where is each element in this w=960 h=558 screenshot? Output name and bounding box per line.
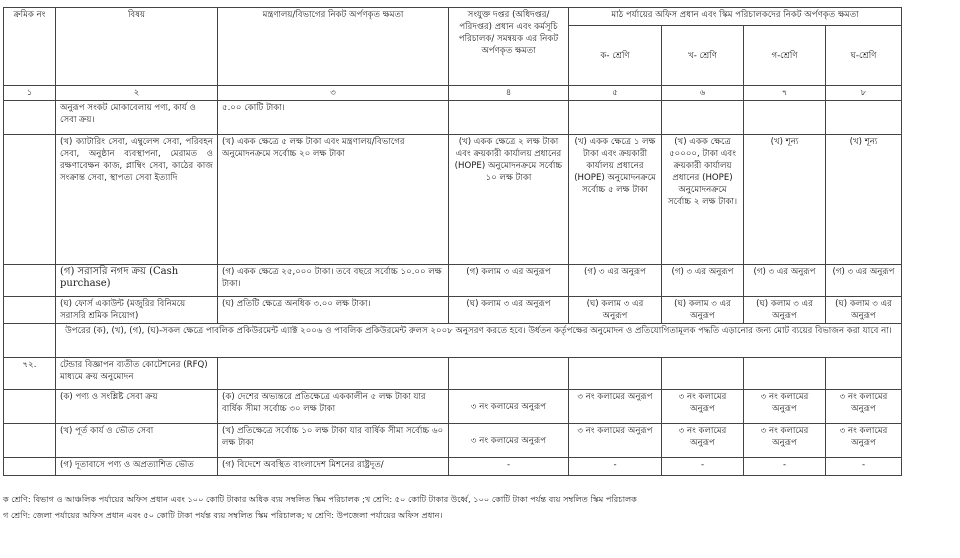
table-row [4,297,902,324]
subject-cell: টেন্ডার বিজ্ঞাপন ব্যতীত কোটেশনের (RFQ) মাধ্যমে ক্রয় অনুমোদন [56,358,218,390]
attached-office-cell: - [449,458,569,476]
delegation-table [3,7,902,476]
attached-office-cell: (খ) একক ক্ষেত্রে ২ লক্ষ টাকা এবং ক্রয়কারী কার্যালয় প্রধানের (HOPE) অনুমোদনক্রমে সর্বোচ্চ ১০ লক্ষ টাকা [449,135,569,265]
ministry-cell: (ঘ) প্রতিটি ক্ষেত্রে অনধিক ৩.০০ লক্ষ টাকা। [218,297,449,324]
grade-gha-cell: ৩ নং কলামের অনুরূপ [826,390,902,424]
attached-office-cell: ৩ নং কলামের অনুরূপ [449,390,569,424]
subject-cell: (গ) সরাসরি নগদ ক্রয় (Cash purchase) [56,265,218,297]
header-grade-kha: খ- শ্রেণি [662,26,744,86]
ministry-cell: ৫.০০ কোটি টাকা। [218,101,449,135]
ministry-cell: (খ) প্রতিক্ষেত্রে সর্বোচ্চ ১০ লক্ষ টাকা যার বার্ষিক সীমা সর্বোচ্চ ৬০ লক্ষ টাকা [218,424,449,458]
ministry-cell: (গ) বিদেশে অবস্থিত বাংলাদেশ মিশনের রাষ্ট্রদূত/ [218,458,449,476]
grade-ga-cell: (খ) শূন্য [744,135,826,265]
table-row [4,358,902,390]
table-row [4,390,902,424]
ministry-cell: (খ) একক ক্ষেত্রে ৫ লক্ষ টাকা এবং মন্ত্রণালয়/বিভাগের অনুমোদনক্রমে সর্বোচ্চ ২০ লক্ষ টাকা [218,135,449,265]
procurement-note: উপরের (ক), (খ), (গ), (ঘ)-সকল ক্ষেত্রে পাবলিক প্রকিউরমেন্ট এ্যাক্ট ২০০৬ ও পাবলিক প্রকিউরমেন্ট রুলস ২০০৮ অনুসরণ করতে হবে। উর্ধতন কর্তৃপক্ষের অনুমোদন ও প্রতিযোগিতামূলক পদ্ধতি এড়ানোর জন্য মোট ব্যয়ের বিভাজন করা যাবে না। [56,324,902,358]
footnote-grade-ga-gha: গ শ্রেণি: জেলা পর্যায়ের অফিস প্রধান এবং ৫০ কোটি টাকা পর্যন্ত ব্যয় সম্বলিত স্কিম পরিচালক; ঘ শ্রেণি: উপজেলা পর্যায়ের অফিস প্রধান। [3,510,443,520]
grade-gha-cell: (ঘ) কলাম ৩ এর অনুরূপ [826,297,902,324]
grade-ga-cell: (ঘ) কলাম ৩ এর অনুরূপ [744,297,826,324]
grade-ka-cell: (খ) একক ক্ষেত্রে ১ লক্ষ টাকা এবং ক্রয়কারী কার্যালয় প্রধানের (HOPE) অনুমোদনক্রমে সর্বোচ্চ ৫ লক্ষ টাকা [569,135,662,265]
grade-ga-cell: - [744,458,826,476]
col-number: ৭ [744,86,826,101]
ministry-cell: (গ) একক ক্ষেত্রে ২৫,০০০ টাকা। তবে বছরে সর্বোচ্চ ১০.০০ লক্ষ টাকা। [218,265,449,297]
grade-kha-cell: (গ) ৩ এর অনুরূপ [662,265,744,297]
grade-kha-cell: (ঘ) কলাম ৩ এর অনুরূপ [662,297,744,324]
table-row [4,458,902,476]
header-ministry: মন্ত্রণালয়/বিভাগের নিকট অর্পণকৃত ক্ষমতা [218,8,449,86]
header-serial: ক্রমিক নং [4,8,56,86]
grade-ga-cell: (গ) ৩ এর অনুরূপ [744,265,826,297]
grade-gha-cell: (গ) ৩ এর অনুরূপ [826,265,902,297]
grade-kha-cell: ৩ নং কলামের অনুরূপ [662,424,744,458]
footnote-grade-ka-kha: ক শ্রেণি: বিভাগ ও আঞ্চলিক পর্যায়ের অফিস প্রধান এবং ১০০ কোটি টাকার অধিক ব্যয় সম্বলিত স্কিম পরিচালক ;খ শ্রেণি: ৫০ কোটি টাকার উর্ধ্বে, ১০০ কোটি টাকা পর্যন্ত ব্যয় সম্বলিত স্কিম পরিচালক [3,494,637,504]
col-number: ৪ [449,86,569,101]
subject-cell: (খ) ক্যাটারিং সেবা, এম্বুলেন্স সেবা, পরিবহন সেবা, অনুষ্ঠান ব্যবস্থাপনা, মেরামত ও রক্ষণাবেক্ষন কাজ, প্লাম্বিং সেবা, কাঠের কাজ সংক্রান্ত সেবা, স্থাপত্য সেবা ইত্যাদি [56,135,218,265]
grade-ga-cell: ৩ নং কলামের অনুরূপ [744,424,826,458]
table-row [4,424,902,458]
table-row [4,101,902,135]
col-number: ৩ [218,86,449,101]
attached-office-cell: (ঘ) কলাম ৩ এর অনুরূপ [449,297,569,324]
ministry-cell: (ক) দেশের অভ্যন্তরে প্রতিক্ষেত্রে এককালীন ৫ লক্ষ টাকা যার বার্ষিক সীমা সর্বোচ্চ ৩০ লক্ষ টাকা [218,390,449,424]
header-attached-office: সংযুক্ত দপ্তর (অধিদপ্তর/পরিদপ্তর) প্রধান এবং কর্মসূচি পরিচালক/ সমন্বয়ক এর নিকট অর্পণকৃত ক্ষমতা [449,8,569,86]
serial-cell: ৭২. [4,358,56,390]
col-number: ৫ [569,86,662,101]
col-number: ২ [56,86,218,101]
grade-ka-cell: - [569,458,662,476]
grade-gha-cell: - [826,458,902,476]
grade-ka-cell: (গ) ৩ এর অনুরূপ [569,265,662,297]
header-grade-ga: গ-শ্রেণি [744,26,826,86]
col-number: ৬ [662,86,744,101]
header-subject: বিষয় [56,8,218,86]
attached-office-cell: (গ) কলাম ৩ এর অনুরূপ [449,265,569,297]
table-row [4,135,902,265]
subject-cell: অনুরূপ সংকট মোকাবেলায় পণ্য, কার্য ও সেবা ক্রয়। [56,101,218,135]
grade-ga-cell: ৩ নং কলামের অনুরূপ [744,390,826,424]
subject-cell: (গ) দূতাবাসে পণ্য ও অপ্রত্যাশিত ভৌত [56,458,218,476]
table-row [4,265,902,297]
grade-ka-cell: (ঘ) কলাম ৩ এর অনুরূপ [569,297,662,324]
grade-ka-cell: ৩ নং কলামের অনুরূপ [569,424,662,458]
grade-ka-cell: ৩ নং কলামের অনুরূপ [569,390,662,424]
subject-cell: (ঘ) ফোর্স একাউন্ট (মজুরির বিনিময়ে সরাসরি শ্রমিক নিয়োগ) [56,297,218,324]
header-field-group: মাঠ পর্যায়ের অফিস প্রধান এবং স্কিম পরিচালকদের নিকট অর্পণকৃত ক্ষমতা [569,8,902,26]
subject-cell: (ক) পণ্য ও সংশ্লিষ্ট সেবা ক্রয় [56,390,218,424]
grade-kha-cell: ৩ নং কলামের অনুরূপ [662,390,744,424]
header-grade-ka: ক- শ্রেণি [569,26,662,86]
attached-office-cell: ৩ নং কলামের অনুরূপ [449,424,569,458]
table-row [4,324,902,358]
col-number: ১ [4,86,56,101]
grade-kha-cell: - [662,458,744,476]
header-grade-gha: ঘ-শ্রেণি [826,26,902,86]
grade-gha-cell: ৩ নং কলামের অনুরূপ [826,424,902,458]
column-number-row [4,86,902,101]
grade-kha-cell: (খ) একক ক্ষেত্রে ৫০০০০, টাকা এবং ক্রয়কারী কার্যালয় প্রধানের (HOPE) অনুমোদনক্রমে সর্বোচ্চ ২ লক্ষ টাকা। [662,135,744,265]
col-number: ৮ [826,86,902,101]
subject-cell: (খ) পূর্ত কার্য ও ভৌত সেবা [56,424,218,458]
grade-gha-cell: (খ) শূন্য [826,135,902,265]
